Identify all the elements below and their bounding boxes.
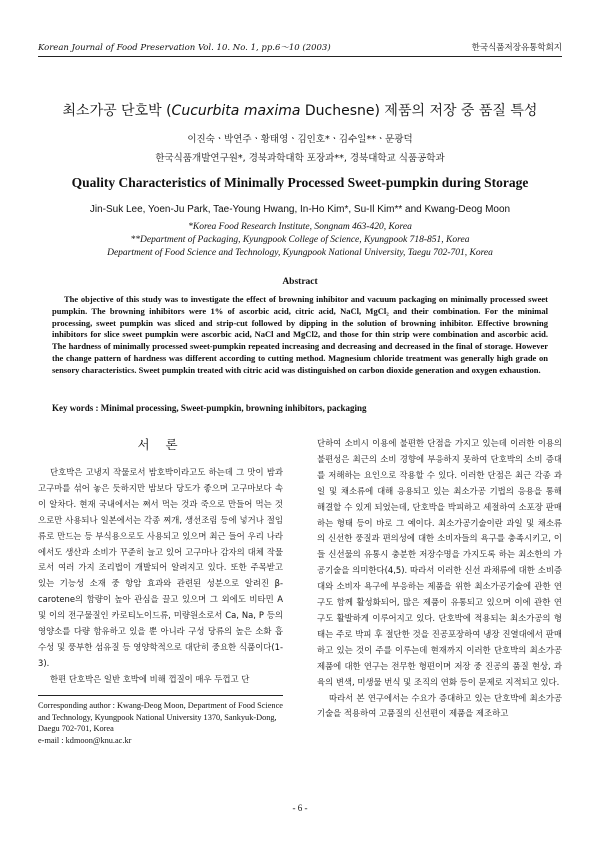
english-title: Quality Characteristics of Minimally Processed Sweet-pumpkin during Storage: [71, 175, 529, 190]
left-paragraph-2: 한편 단호박은 일반 호박에 비해 껍질이 매우 두껍고 단: [50, 673, 250, 684]
email: e-mail : kdmoon@knu.ac.kr: [38, 735, 132, 745]
affiliation-2: **Department of Packaging, Kyungpook College of Science, Kyungpook 718-851, Korea: [130, 235, 470, 245]
abstract-text: The objective of this study was to investigate the effect of browning inhibitor and vacuum packaging on minimally processed sweet pumpkin. The browning inhibitors were 1% of ascorbic acid, citric acid, NaCl, MgCl₂ and their combination. For the minimal processing, sweet pumpkin was sliced and strip-cut followed by dipping in the solution of browning inhibitor. Effective browning inhibitors for slice sweet pumpkin were ascorbic acid, NaCl and MgCl2, and those for thin strip were combination and ascorbic acid. The hardness of minimally processed sweet-pumpkin repeated increasing and decreasing and decreased in the final of storage. However the change pattern of hardness was different according to cutting method. Magnesium chloride treatment was generally high grade on sensory characteristics. Sweet pumpkin treated with citric acid was distinguished on carbon dioxide generation and oxygen exhaustion.: [52, 294, 548, 375]
journal-citation: Korean Journal of Food Preservation Vol. 10. No. 1, pp.6～10 (2003): [38, 43, 331, 53]
affiliation-1: *Korea Food Research Institute, Songnam 463-420, Korea: [188, 222, 412, 232]
affiliation-3: Department of Food Science and Technology, Kyungpook National University, Taegu 702-701, Korea: [107, 248, 493, 258]
footnote-rule: [38, 695, 283, 696]
abstract-heading: Abstract: [282, 277, 318, 287]
page-number: - 6 -: [292, 803, 308, 813]
korean-authors: 이진숙ㆍ박연주ㆍ황태영ㆍ김인호*ㆍ김수일**ㆍ문광덕: [187, 134, 413, 145]
keywords: Key words : Minimal processing, Sweet-pumpkin, browning inhibitors, packaging: [52, 403, 367, 413]
english-authors: Jin-Suk Lee, Yoen-Ju Park, Tae-Young Hwang, In-Ho Kim*, Su-Il Kim** and Kwang-Deog Moon: [89, 204, 511, 215]
left-column: [38, 436, 283, 688]
left-paragraph-1: 단호박은 고냉지 작물로서 밤호박이라고도 하는데 그 맛이 밤과 고구마를 섞어 놓은 듯하지만 밤보다 당도가 좋으며 고구마보다 속이 알차다. 현재 국내에서는 쪄서 먹는 것과 죽으로 만들어 먹는 것으로만 사용되나 일본에서는 각종 찌개, 생선조림 등에 넣거나 절임류로 만드는 등 부식용으로도 사용되고 있으며 최근 들어 우리 나라에서도 생산과 소비가 꾸준히 늘고 있어 고구마나 감자의 대체 작물로서 여러 가지 조리법이 개발되어 알려지고 있다. 또한 주목받고 있는 기능성 소재 중 항암 효과와 관련된 성분으로 알려진 β-carotene의 함량이 높아 관심을 끌고 있으며 그 외에도 비타민 A 및 이의 전구물질인 카로티노이드류, 미량원소로서 Ca, Na, P 등의 영양소를 다량 함유하고 있을 뿐 아니라 구성 당류의 높은 소화 흡수성 및 풍부한 섬유질 등 영양학적으로 대단히 중요한 식품이다(1-3).: [38, 467, 283, 668]
korean-affiliations: 한국식품개발연구원*, 경북과학대학 포장과**, 경북대학교 식품공학과: [155, 153, 445, 164]
right-paragraph-1: 단하여 소비시 이용에 불편한 단점을 가지고 있는데 이러한 이용의 불편성은 최근의 소비 경향에 부응하지 못하여 단호박의 소비 증대를 저해하는 요인으로 작용할 수 있다. 이러한 단점은 최근 각종 과일 및 채소류에 대해 응용되고 있는 최소가공 기법의 응용을 통해 해결할 수 있게 되었는데, 단호박을 박피하고 세절하여 소포장 판매하는 형태 등이 바로 그 예이다. 최소가공기술이란 과일 및 채소류의 신선한 풍질과 편의성에 대한 소비자들의 욕구를 충족시키고, 이들 신선물의 유통시 충분한 저장수명을 가지도록 하는 최소한의 가공기술을 의미한다(4,5). 따라서 이러한 신선 과채류에 대한 소비증대와 소비자 욕구에 부응하는 제품을 위한 최소가공기술에 관한 연구도 함께 활성화되어, 많은 제품이 유통되고 있으며 이에 관한 연구도 활발하게 이루어지고 있다. 단호박에 적용되는 최소가공의 형태는 주로 박피 후 절단한 것을 진공포장하여 냉장 진열대에서 판매하고 있는 것이 주를 이루는데 현재까지 이러한 단호박의 최소가공 제품에 대한 연구는 전무한 형편이며 저장 중 진공의 품질 현상, 과육의 변색, 미생물 번식 및 조직의 연화 등이 문제로 지적되고 있다.: [317, 438, 562, 687]
society-name: 한국식품저장유통학회지: [471, 43, 562, 53]
right-paragraph-2: 따라서 본 연구에서는 수요가 증대하고 있는 단호박에 최소가공 기술을 적용하여 고품질의 신선편이 제품을 제조하고: [317, 692, 562, 719]
header-rule: [38, 56, 562, 57]
section-title: 서 론: [137, 437, 184, 452]
korean-title: [40, 100, 560, 120]
corresponding-author: Corresponding author : Kwang-Deog Moon, Department of Food Science and Technology, Kyungpook National University 1370, Sankyuk-Dong, Daegu 702-701, Korea: [38, 701, 283, 734]
running-header: [38, 41, 562, 53]
korean-title-prefix: 최소가공 단호박 (: [62, 103, 172, 119]
species-name: Cucurbita maxima: [171, 103, 301, 119]
right-column: [317, 436, 562, 722]
korean-title-suffix: Duchesne) 제품의 저장 중 품질 특성: [300, 103, 538, 119]
footnote: [38, 700, 283, 746]
